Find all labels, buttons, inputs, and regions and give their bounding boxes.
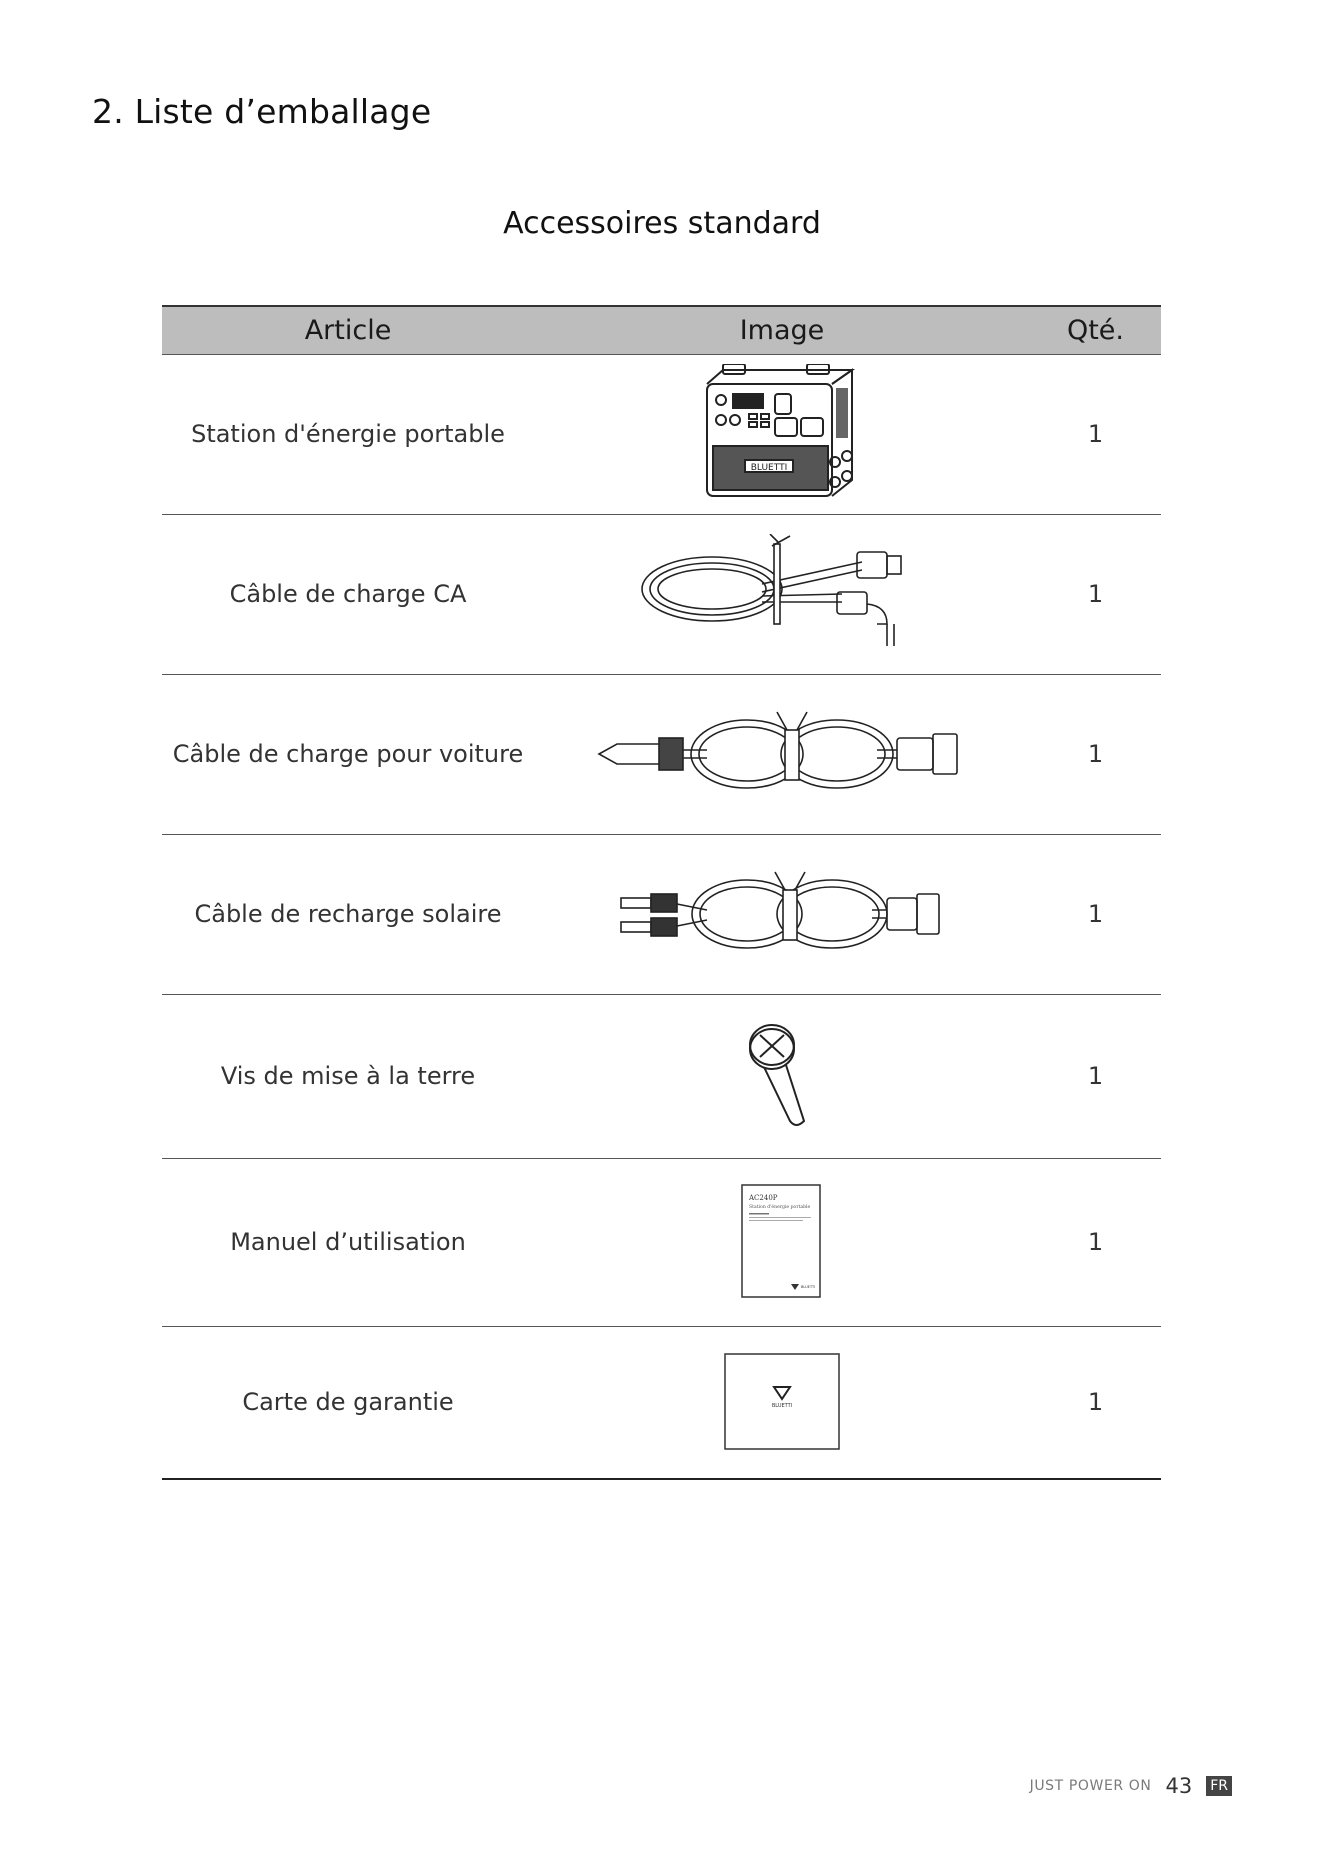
table-title: Accessoires standard xyxy=(503,206,821,241)
item-name: Manuel d’utilisation xyxy=(230,1228,466,1256)
solar-charging-cable-icon xyxy=(617,864,947,964)
table-row xyxy=(162,1326,1161,1479)
warranty-card-icon xyxy=(724,1353,840,1451)
item-qty: 1 xyxy=(1087,580,1104,608)
power-station-icon xyxy=(697,364,867,504)
item-qty: 1 xyxy=(1087,1228,1104,1256)
item-qty: 1 xyxy=(1087,1388,1104,1417)
manual-subtitle-text: Station d'énergie portable xyxy=(749,1205,811,1210)
table-header-row xyxy=(162,306,1161,354)
table-row xyxy=(162,1158,1161,1326)
item-name: Câble de charge pour voiture xyxy=(172,740,524,768)
item-name: Câble de recharge solaire xyxy=(194,900,502,928)
grounding-screw-icon xyxy=(742,1021,822,1131)
item-name: Vis de mise à la terre xyxy=(220,1062,476,1090)
item-qty: 1 xyxy=(1087,740,1104,768)
table-row xyxy=(162,514,1161,674)
column-header-image: Image xyxy=(739,314,825,346)
footer-tagline: JUST POWER ON xyxy=(1029,1778,1152,1794)
item-qty: 1 xyxy=(1087,420,1104,448)
language-badge: FR xyxy=(1206,1776,1232,1796)
table-row xyxy=(162,994,1161,1158)
page-number: 43 xyxy=(1165,1774,1193,1798)
item-qty: 1 xyxy=(1087,1062,1104,1090)
item-qty: 1 xyxy=(1087,900,1104,928)
item-name: Carte de garantie xyxy=(242,1388,454,1417)
item-name: Câble de charge CA xyxy=(229,580,467,608)
page-footer xyxy=(1030,1774,1232,1798)
table-row xyxy=(162,834,1161,994)
column-header-article: Article xyxy=(304,314,392,346)
ac-charging-cable-icon xyxy=(632,534,932,654)
section-title: 2. Liste d’emballage xyxy=(92,92,432,131)
item-name: Station d'énergie portable xyxy=(191,420,505,448)
manual-model-text: AC240P xyxy=(749,1194,778,1202)
table-row xyxy=(162,674,1161,834)
user-manual-icon xyxy=(741,1184,823,1300)
car-charging-cable-icon xyxy=(597,704,967,804)
table-row xyxy=(162,354,1161,514)
column-header-qty: Qté. xyxy=(1066,314,1125,346)
brand-logo-text: BLUETTI xyxy=(750,463,788,473)
manual-brand-text: BLUETTI xyxy=(801,1285,816,1289)
warranty-brand-text: BLUETTI xyxy=(771,1403,793,1410)
packing-list-table xyxy=(162,305,1161,1480)
